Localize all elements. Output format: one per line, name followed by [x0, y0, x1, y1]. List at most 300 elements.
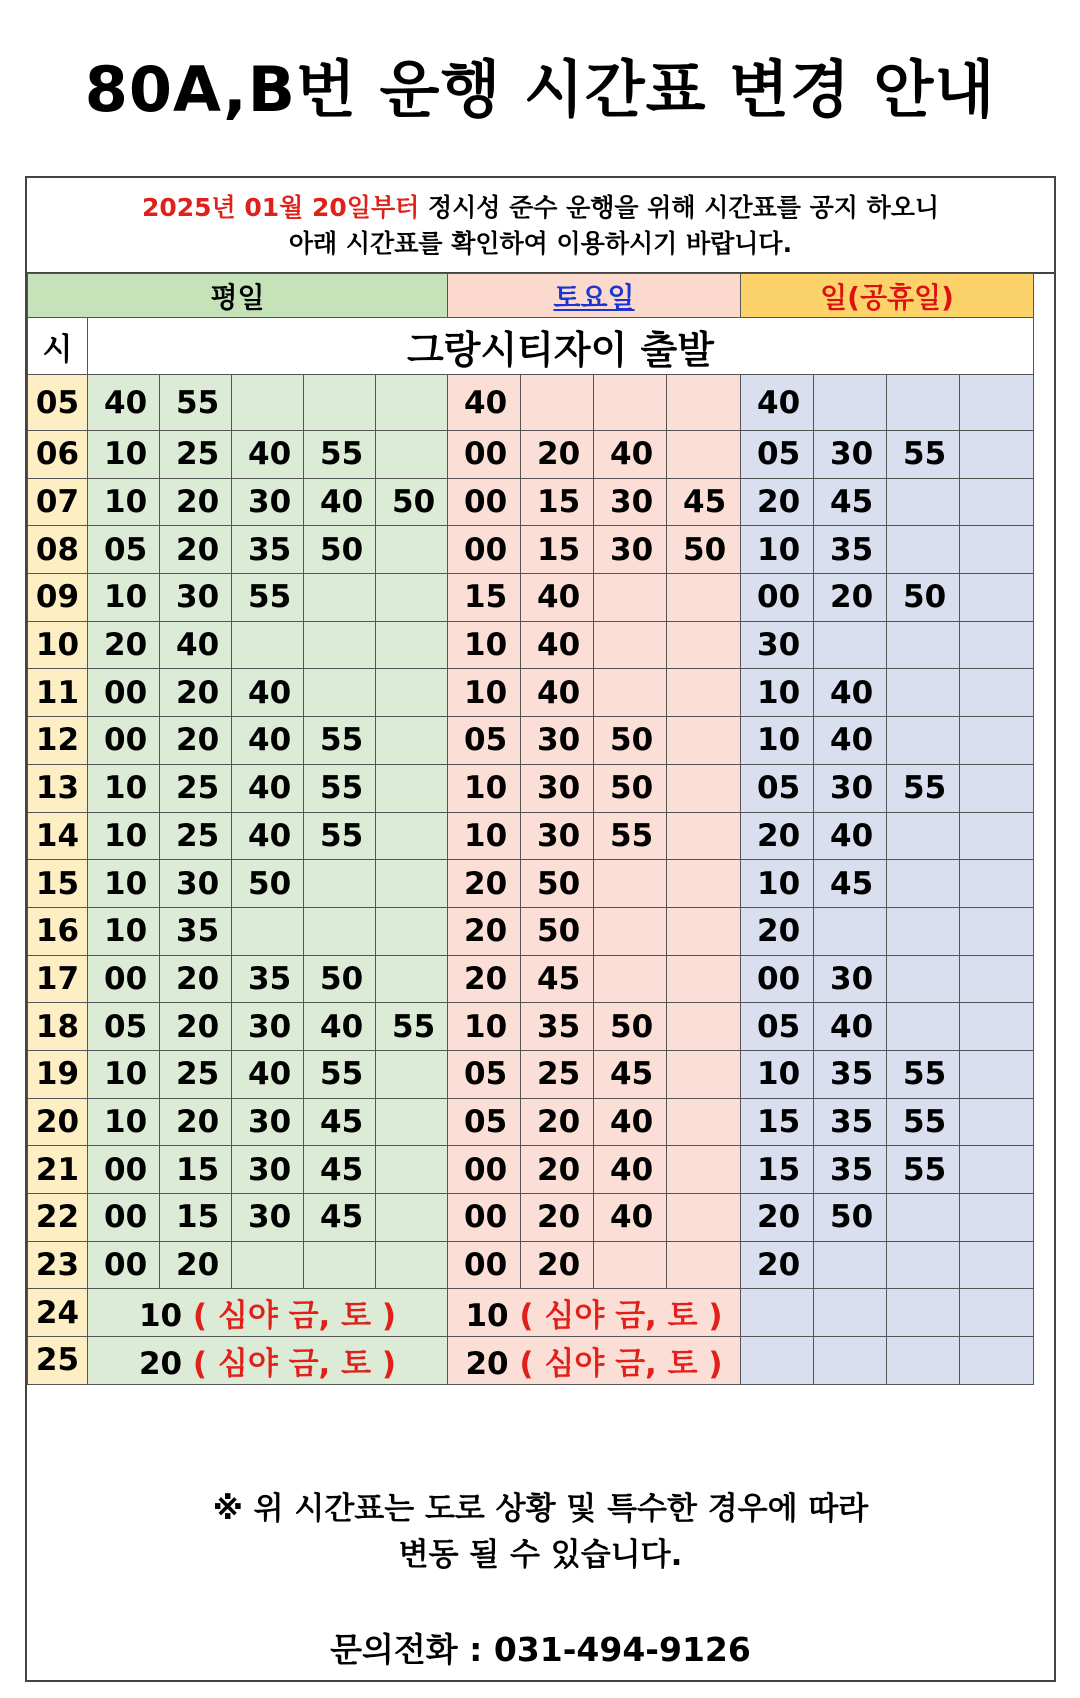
day-header-row	[28, 274, 1034, 318]
sunday-time-cell	[887, 526, 960, 574]
sunday-time-cell	[887, 907, 960, 955]
night-time: 20	[465, 1345, 509, 1382]
hour-cell: 12	[28, 717, 88, 765]
hour-header: 시	[28, 318, 88, 375]
hour-cell: 05	[28, 375, 88, 431]
saturday-time-cell: 20	[521, 1146, 594, 1194]
saturday-time-cell: 10	[448, 1003, 521, 1051]
sunday-time-cell: 40	[814, 669, 887, 717]
table-row	[28, 478, 1034, 526]
sunday-time-cell	[887, 1337, 960, 1385]
table-row	[28, 1050, 1034, 1098]
table-row	[28, 1003, 1034, 1051]
weekday-time-cell: 40	[232, 1050, 304, 1098]
sunday-time-cell: 55	[887, 431, 960, 479]
sunday-time-cell: 50	[814, 1194, 887, 1242]
sunday-time-cell: 40	[814, 717, 887, 765]
sunday-time-cell: 55	[887, 1146, 960, 1194]
saturday-time-cell: 10	[448, 669, 521, 717]
weekday-time-cell: 55	[160, 375, 232, 431]
weekday-time-cell: 45	[304, 1098, 376, 1146]
sunday-time-cell	[887, 1289, 960, 1337]
saturday-time-cell: 40	[521, 574, 594, 622]
weekday-time-cell: 30	[232, 1194, 304, 1242]
weekday-time-cell: 15	[160, 1194, 232, 1242]
saturday-night-cell	[448, 1289, 741, 1337]
notice-line-1	[27, 190, 1054, 226]
weekday-time-cell	[376, 812, 448, 860]
night-note: ( 심야 금, 토 )	[192, 1298, 396, 1335]
weekday-time-cell	[376, 860, 448, 908]
weekday-time-cell	[376, 907, 448, 955]
sunday-time-cell: 35	[814, 1098, 887, 1146]
weekday-time-cell: 35	[232, 526, 304, 574]
weekday-time-cell: 30	[160, 574, 232, 622]
sunday-time-cell: 15	[741, 1146, 814, 1194]
sunday-time-cell	[887, 375, 960, 431]
night-note: ( 심야 금, 토 )	[192, 1345, 396, 1382]
sunday-time-cell	[814, 375, 887, 431]
timetable	[27, 273, 1034, 1385]
saturday-time-cell: 50	[521, 860, 594, 908]
table-row	[28, 955, 1034, 1003]
night-note: ( 심야 금, 토 )	[519, 1298, 723, 1335]
weekday-time-cell	[376, 1241, 448, 1289]
saturday-time-cell	[667, 907, 741, 955]
saturday-time-cell	[594, 621, 667, 669]
sunday-time-cell: 45	[814, 478, 887, 526]
weekday-time-cell: 55	[376, 1003, 448, 1051]
sunday-time-cell: 05	[741, 1003, 814, 1051]
night-row	[28, 1289, 1034, 1337]
weekday-time-cell: 50	[232, 860, 304, 908]
weekday-time-cell: 40	[232, 431, 304, 479]
saturday-time-cell: 10	[448, 764, 521, 812]
weekday-time-cell: 20	[160, 955, 232, 1003]
sunday-time-cell	[814, 1241, 887, 1289]
night-time: 10	[465, 1298, 509, 1335]
weekday-time-cell: 20	[160, 478, 232, 526]
saturday-time-cell: 40	[521, 621, 594, 669]
weekday-time-cell: 10	[88, 812, 160, 860]
hour-cell: 19	[28, 1050, 88, 1098]
weekday-time-cell	[376, 764, 448, 812]
hour-cell: 24	[28, 1289, 88, 1337]
weekday-time-cell	[304, 860, 376, 908]
saturday-time-cell: 05	[448, 717, 521, 765]
weekday-time-cell: 40	[232, 717, 304, 765]
saturday-time-cell: 15	[521, 526, 594, 574]
hour-cell: 15	[28, 860, 88, 908]
saturday-time-cell: 05	[448, 1050, 521, 1098]
saturday-time-cell: 45	[667, 478, 741, 526]
weekday-time-cell: 10	[88, 764, 160, 812]
hour-cell: 16	[28, 907, 88, 955]
page-title: 80A,B번 운행 시간표 변경 안내	[84, 53, 996, 126]
weekday-time-cell: 10	[88, 431, 160, 479]
sunday-time-cell	[960, 907, 1034, 955]
saturday-time-cell: 20	[521, 1241, 594, 1289]
sunday-time-cell: 20	[741, 1241, 814, 1289]
sunday-time-cell	[887, 1241, 960, 1289]
weekday-time-cell: 20	[160, 1098, 232, 1146]
sunday-time-cell	[960, 431, 1034, 479]
weekday-time-cell	[376, 955, 448, 1003]
weekday-time-cell: 00	[88, 1241, 160, 1289]
hour-cell: 09	[28, 574, 88, 622]
sunday-time-cell	[887, 955, 960, 1003]
saturday-time-cell: 40	[594, 431, 667, 479]
saturday-time-cell: 20	[521, 1098, 594, 1146]
saturday-time-cell	[667, 669, 741, 717]
saturday-time-cell	[667, 1050, 741, 1098]
weekday-time-cell	[376, 669, 448, 717]
table-row	[28, 621, 1034, 669]
weekday-time-cell: 05	[88, 1003, 160, 1051]
sunday-time-cell: 05	[741, 431, 814, 479]
sunday-time-cell	[887, 478, 960, 526]
weekday-time-cell	[304, 621, 376, 669]
weekday-time-cell: 15	[160, 1146, 232, 1194]
sunday-time-cell	[960, 574, 1034, 622]
table-row	[28, 1098, 1034, 1146]
saturday-time-cell: 00	[448, 526, 521, 574]
sunday-time-cell: 40	[741, 375, 814, 431]
sunday-time-cell: 35	[814, 526, 887, 574]
sunday-time-cell	[960, 1241, 1034, 1289]
saturday-header: 토요일	[448, 274, 741, 318]
table-row	[28, 431, 1034, 479]
saturday-time-cell	[667, 431, 741, 479]
weekday-time-cell	[304, 375, 376, 431]
weekday-time-cell: 40	[232, 812, 304, 860]
sunday-time-cell	[960, 669, 1034, 717]
weekday-time-cell: 30	[160, 860, 232, 908]
sunday-time-cell	[741, 1289, 814, 1337]
sunday-time-cell	[814, 1289, 887, 1337]
saturday-time-cell: 30	[521, 717, 594, 765]
weekday-time-cell: 25	[160, 431, 232, 479]
saturday-time-cell: 50	[521, 907, 594, 955]
hour-cell: 18	[28, 1003, 88, 1051]
weekday-time-cell: 45	[304, 1194, 376, 1242]
saturday-time-cell	[667, 1241, 741, 1289]
saturday-time-cell: 50	[667, 526, 741, 574]
sunday-time-cell	[960, 1289, 1034, 1337]
table-row	[28, 375, 1034, 431]
sunday-time-cell	[960, 1050, 1034, 1098]
weekday-time-cell	[376, 1098, 448, 1146]
saturday-time-cell: 20	[448, 860, 521, 908]
hour-cell: 07	[28, 478, 88, 526]
sunday-time-cell: 45	[814, 860, 887, 908]
saturday-time-cell: 20	[448, 907, 521, 955]
weekday-time-cell: 10	[88, 574, 160, 622]
saturday-time-cell: 50	[594, 1003, 667, 1051]
sunday-time-cell	[960, 1098, 1034, 1146]
sunday-time-cell	[960, 955, 1034, 1003]
weekday-time-cell: 40	[232, 764, 304, 812]
saturday-time-cell: 10	[448, 812, 521, 860]
saturday-time-cell	[667, 1146, 741, 1194]
table-row	[28, 717, 1034, 765]
weekday-time-cell: 30	[232, 1146, 304, 1194]
sunday-time-cell	[887, 812, 960, 860]
weekday-time-cell: 20	[160, 717, 232, 765]
sunday-time-cell	[887, 860, 960, 908]
phone-number: 문의전화 : 031-494-9126	[330, 1630, 751, 1669]
saturday-time-cell: 00	[448, 431, 521, 479]
saturday-time-cell: 00	[448, 478, 521, 526]
weekday-time-cell: 45	[304, 1146, 376, 1194]
sunday-time-cell: 35	[814, 1146, 887, 1194]
sunday-time-cell: 35	[814, 1050, 887, 1098]
footer-note-line-1: ※ 위 시간표는 도로 상황 및 특수한 경우에 따라	[212, 1491, 869, 1527]
saturday-time-cell	[667, 717, 741, 765]
saturday-time-cell	[594, 669, 667, 717]
saturday-time-cell: 20	[521, 431, 594, 479]
saturday-time-cell: 40	[521, 669, 594, 717]
weekday-header: 평일	[28, 274, 448, 318]
weekday-time-cell	[376, 526, 448, 574]
weekday-time-cell: 40	[232, 669, 304, 717]
saturday-time-cell	[521, 375, 594, 431]
sunday-time-cell	[960, 717, 1034, 765]
weekday-time-cell: 25	[160, 1050, 232, 1098]
sunday-time-cell: 30	[814, 764, 887, 812]
saturday-time-cell: 25	[521, 1050, 594, 1098]
weekday-time-cell	[376, 431, 448, 479]
weekday-time-cell	[376, 1050, 448, 1098]
weekday-time-cell: 40	[304, 1003, 376, 1051]
weekday-time-cell: 20	[160, 1241, 232, 1289]
sunday-time-cell	[960, 478, 1034, 526]
saturday-time-cell: 45	[521, 955, 594, 1003]
saturday-time-cell: 35	[521, 1003, 594, 1051]
weekday-time-cell: 00	[88, 955, 160, 1003]
saturday-time-cell	[594, 860, 667, 908]
saturday-time-cell	[667, 1098, 741, 1146]
saturday-time-cell: 55	[594, 812, 667, 860]
weekday-time-cell: 00	[88, 669, 160, 717]
sunday-time-cell: 20	[814, 574, 887, 622]
weekday-time-cell: 10	[88, 860, 160, 908]
weekday-time-cell	[376, 717, 448, 765]
saturday-time-cell: 20	[521, 1194, 594, 1242]
saturday-time-cell: 00	[448, 1146, 521, 1194]
weekday-time-cell: 20	[160, 526, 232, 574]
weekday-time-cell: 30	[232, 478, 304, 526]
weekday-time-cell: 00	[88, 1146, 160, 1194]
holiday-header-label: (공휴일)	[847, 280, 954, 314]
weekday-time-cell: 55	[304, 764, 376, 812]
sunday-time-cell	[887, 621, 960, 669]
weekday-time-cell: 35	[160, 907, 232, 955]
weekday-time-cell: 40	[88, 375, 160, 431]
sunday-time-cell: 00	[741, 955, 814, 1003]
saturday-time-cell	[667, 1003, 741, 1051]
sunday-time-cell	[814, 907, 887, 955]
sunday-time-cell	[960, 621, 1034, 669]
saturday-time-cell: 45	[594, 1050, 667, 1098]
weekday-time-cell: 20	[160, 669, 232, 717]
sunday-time-cell: 10	[741, 526, 814, 574]
weekday-time-cell	[376, 1194, 448, 1242]
table-row	[28, 907, 1034, 955]
table-row	[28, 764, 1034, 812]
footer	[27, 1464, 1054, 1671]
saturday-time-cell	[594, 1241, 667, 1289]
hour-cell: 10	[28, 621, 88, 669]
table-row	[28, 574, 1034, 622]
sunday-time-cell: 20	[741, 1194, 814, 1242]
hour-cell: 21	[28, 1146, 88, 1194]
weekday-time-cell	[304, 1241, 376, 1289]
weekday-time-cell	[304, 907, 376, 955]
table-row	[28, 1194, 1034, 1242]
table-row	[28, 669, 1034, 717]
weekday-time-cell: 10	[88, 1098, 160, 1146]
weekday-time-cell: 25	[160, 764, 232, 812]
saturday-time-cell	[667, 812, 741, 860]
sunday-time-cell	[960, 1194, 1034, 1242]
weekday-time-cell	[376, 621, 448, 669]
hour-cell: 14	[28, 812, 88, 860]
saturday-time-cell	[667, 375, 741, 431]
weekday-time-cell: 30	[232, 1003, 304, 1051]
saturday-time-cell	[667, 860, 741, 908]
table-row	[28, 526, 1034, 574]
weekday-time-cell: 55	[304, 717, 376, 765]
sunday-time-cell: 55	[887, 1098, 960, 1146]
saturday-night-cell	[448, 1337, 741, 1385]
saturday-time-cell: 40	[594, 1098, 667, 1146]
sunday-time-cell: 15	[741, 1098, 814, 1146]
weekday-night-cell	[88, 1337, 448, 1385]
weekday-time-cell	[376, 574, 448, 622]
sunday-time-cell: 10	[741, 1050, 814, 1098]
hour-cell: 17	[28, 955, 88, 1003]
sunday-time-cell: 40	[814, 812, 887, 860]
notice-box	[27, 178, 1054, 274]
saturday-time-cell: 10	[448, 621, 521, 669]
weekday-time-cell: 10	[88, 478, 160, 526]
sunday-time-cell	[887, 669, 960, 717]
weekday-time-cell: 50	[376, 478, 448, 526]
hour-cell: 06	[28, 431, 88, 479]
saturday-time-cell: 30	[521, 812, 594, 860]
saturday-time-cell: 40	[594, 1146, 667, 1194]
sunday-time-cell	[814, 1337, 887, 1385]
weekday-time-cell: 10	[88, 1050, 160, 1098]
table-row	[28, 1146, 1034, 1194]
night-note: ( 심야 금, 토 )	[519, 1345, 723, 1382]
saturday-time-cell	[667, 621, 741, 669]
sunday-time-cell: 50	[887, 574, 960, 622]
hour-cell: 11	[28, 669, 88, 717]
weekday-time-cell: 40	[160, 621, 232, 669]
hour-cell: 22	[28, 1194, 88, 1242]
effective-date: 2025년 01월 20일부터	[141, 193, 420, 222]
timetable-frame	[25, 176, 1056, 1682]
weekday-time-cell	[232, 907, 304, 955]
table-row	[28, 812, 1034, 860]
weekday-time-cell	[304, 574, 376, 622]
weekday-time-cell	[232, 621, 304, 669]
weekday-time-cell: 40	[304, 478, 376, 526]
weekday-time-cell: 55	[232, 574, 304, 622]
sunday-time-cell	[887, 1194, 960, 1242]
saturday-time-cell: 50	[594, 764, 667, 812]
sunday-time-cell: 10	[741, 717, 814, 765]
saturday-time-cell	[667, 764, 741, 812]
hour-cell: 25	[28, 1337, 88, 1385]
saturday-time-cell: 00	[448, 1194, 521, 1242]
saturday-time-cell	[594, 955, 667, 1003]
sunday-time-cell: 30	[814, 955, 887, 1003]
sunday-time-cell	[960, 526, 1034, 574]
saturday-time-cell: 30	[594, 526, 667, 574]
notice-text-1: 정시성 준수 운행을 위해 시간표를 공지 하오니	[419, 193, 940, 222]
weekday-time-cell	[376, 1146, 448, 1194]
saturday-time-cell: 20	[448, 955, 521, 1003]
weekday-time-cell	[232, 375, 304, 431]
saturday-time-cell: 15	[521, 478, 594, 526]
sunday-time-cell: 20	[741, 812, 814, 860]
weekday-time-cell	[232, 1241, 304, 1289]
sunday-time-cell	[814, 621, 887, 669]
weekday-time-cell: 35	[232, 955, 304, 1003]
sunday-time-cell	[960, 1337, 1034, 1385]
weekday-time-cell: 05	[88, 526, 160, 574]
hour-cell: 08	[28, 526, 88, 574]
sunday-time-cell	[960, 1146, 1034, 1194]
route-header-row	[28, 318, 1034, 375]
weekday-time-cell: 00	[88, 717, 160, 765]
saturday-time-cell: 00	[448, 1241, 521, 1289]
sunday-time-cell: 55	[887, 1050, 960, 1098]
sunday-time-cell	[960, 375, 1034, 431]
sunday-time-cell: 05	[741, 764, 814, 812]
saturday-time-cell	[594, 574, 667, 622]
sunday-time-cell: 10	[741, 669, 814, 717]
hour-cell: 20	[28, 1098, 88, 1146]
notice-line-2: 아래 시간표를 확인하여 이용하시기 바랍니다.	[288, 229, 793, 258]
hour-cell: 13	[28, 764, 88, 812]
sunday-time-cell	[741, 1337, 814, 1385]
footer-note-line-2: 변동 될 수 있습니다.	[398, 1537, 683, 1573]
weekday-night-cell	[88, 1289, 448, 1337]
sunday-time-cell	[960, 860, 1034, 908]
weekday-time-cell: 20	[160, 1003, 232, 1051]
table-row	[28, 1241, 1034, 1289]
sunday-header-label: 일	[820, 280, 848, 314]
sunday-time-cell: 30	[741, 621, 814, 669]
saturday-time-cell: 40	[448, 375, 521, 431]
saturday-time-cell: 05	[448, 1098, 521, 1146]
weekday-time-cell: 50	[304, 955, 376, 1003]
sunday-time-cell	[960, 764, 1034, 812]
night-time: 20	[138, 1345, 183, 1382]
sunday-time-cell: 10	[741, 860, 814, 908]
route-title: 그랑시티자이 출발	[88, 318, 1034, 375]
table-row	[28, 860, 1034, 908]
sunday-time-cell	[887, 1003, 960, 1051]
saturday-time-cell: 15	[448, 574, 521, 622]
saturday-time-cell: 30	[521, 764, 594, 812]
sunday-header	[741, 274, 1034, 318]
saturday-time-cell	[667, 574, 741, 622]
